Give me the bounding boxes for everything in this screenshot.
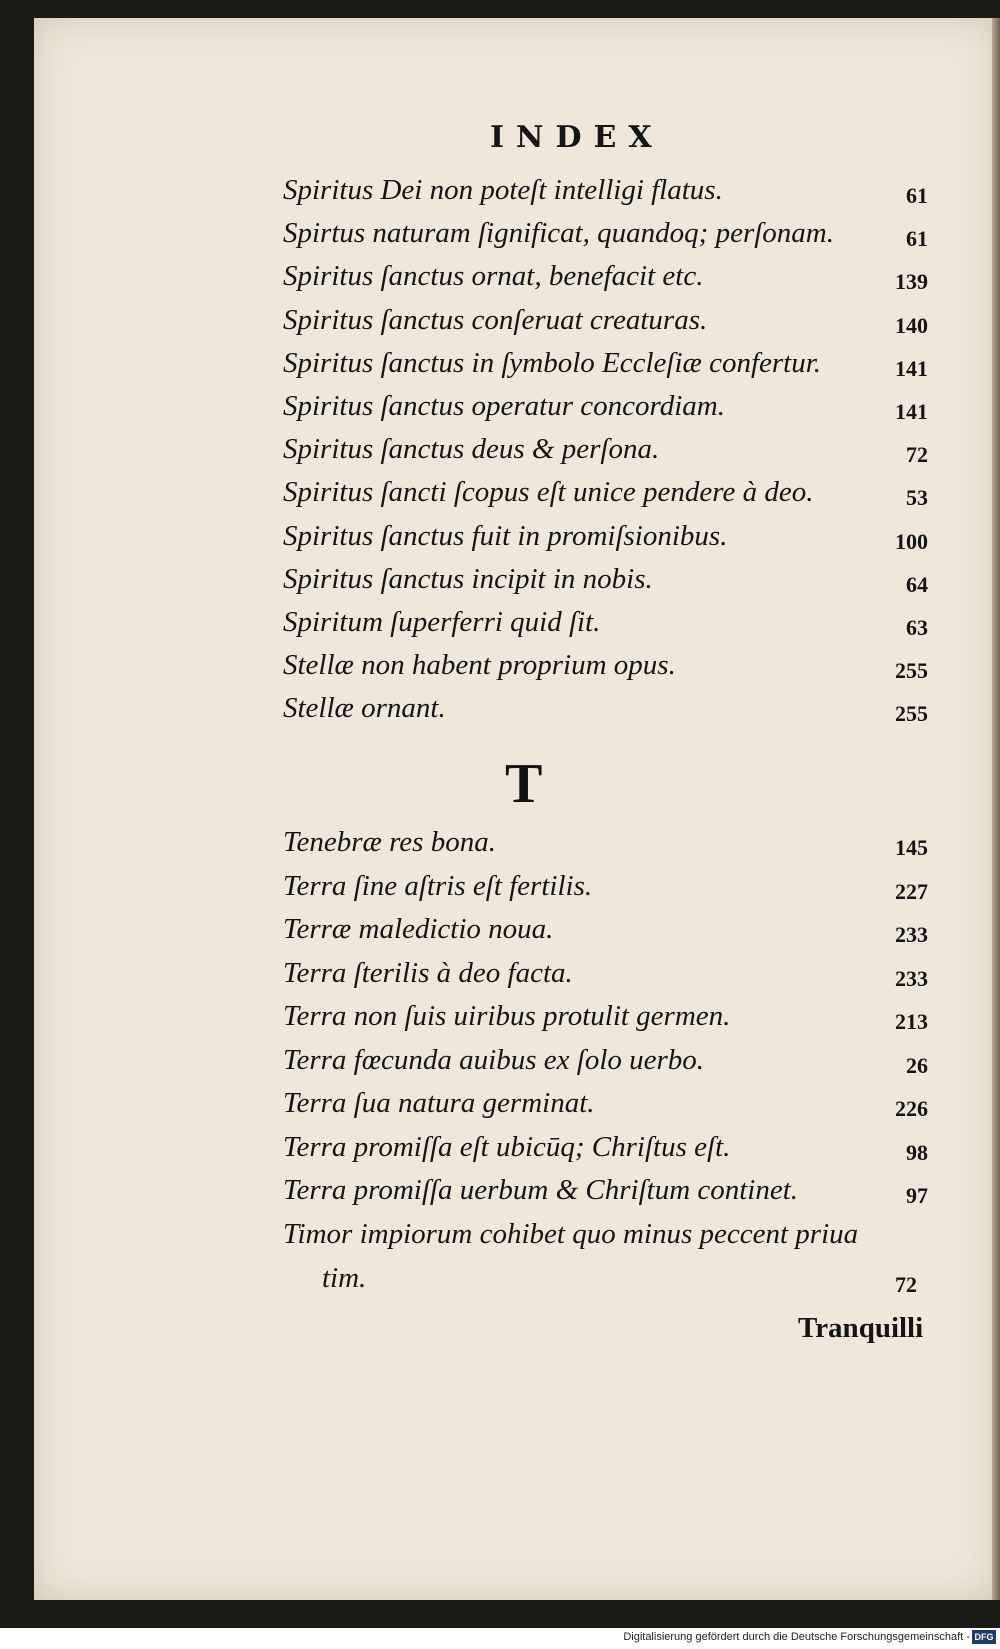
entry-continuation-page: 72 <box>895 1272 917 1297</box>
entry-text: Terra ſine aſtris eſt fertilis. <box>283 869 593 902</box>
entry-text: Terra non ſuis uiribus protulit germen. <box>283 1000 731 1032</box>
index-entry <box>283 514 928 558</box>
index-entry <box>283 643 928 687</box>
entry-page: 26 <box>906 1052 928 1078</box>
index-entry <box>283 686 928 730</box>
entry-page: 227 <box>895 878 928 904</box>
entry-text: Spiritus ſanctus in ſymbolo Eccleſiæ confertur. <box>283 346 822 379</box>
entry-text: Spiritus ſancti ſcopus eſt unice pendere à deo. <box>283 476 814 509</box>
entry-text: Stellæ non habent proprium opus. <box>283 649 676 682</box>
section-letter: T <box>505 753 543 815</box>
entry-page: 233 <box>895 965 928 991</box>
entry-page: 63 <box>906 615 928 640</box>
index-entry <box>283 298 928 342</box>
entry-text: Terra ſterilis à deo facta. <box>283 956 573 989</box>
entry-page: 98 <box>906 1139 928 1165</box>
entry-text: Spiritus ſanctus fuit in promiſsionibus. <box>283 519 728 552</box>
entry-text: Spiritus ſanctus operatur concordiam. <box>283 390 725 422</box>
dfg-logo: DFG <box>972 1630 996 1644</box>
index-entry <box>283 557 928 601</box>
entry-page: 100 <box>895 528 928 554</box>
entry-page: 139 <box>895 269 928 295</box>
entry-page: 255 <box>895 658 928 684</box>
entry-page: 61 <box>906 183 928 208</box>
index-entry <box>283 1038 928 1082</box>
index-entry <box>283 907 928 951</box>
index-entry <box>283 168 928 212</box>
entry-text: Spiritum ſuperferri quid ſit. <box>283 606 601 638</box>
index-entry <box>283 341 928 385</box>
entry-page: 61 <box>906 226 928 252</box>
footer-credit: Digitalisierung gefördert durch die Deutsche Forschungsgemeinschaft - <box>623 1631 970 1643</box>
entry-page: 141 <box>895 399 928 424</box>
page-header: INDEX <box>490 120 664 155</box>
index-entry <box>283 384 928 428</box>
catchword: Tranquilli <box>798 1312 924 1344</box>
entry-text: Spiritus Dei non poteſt intelligi flatus. <box>283 174 723 206</box>
entry-text: Terræ maledictio noua. <box>283 913 554 945</box>
index-entry <box>283 1212 928 1256</box>
index-entry <box>283 864 928 908</box>
entry-text: Spiritus ſanctus deus & perſona. <box>283 433 660 466</box>
entry-text: Timor impiorum cohibet quo minus peccent priua <box>283 1217 859 1250</box>
entry-text: Spiritus ſanctus incipit in nobis. <box>283 562 653 595</box>
entry-text: Spirtus naturam ſignificat, quandoq; perſonam. <box>283 217 834 250</box>
index-entry <box>283 254 928 298</box>
index-entry <box>283 600 928 644</box>
index-entry <box>283 427 928 471</box>
entry-page: 145 <box>895 835 928 860</box>
entry-text: Spiritus ſanctus ornat, benefacit etc. <box>283 260 704 293</box>
page-edge <box>992 18 1000 1600</box>
entry-page: 255 <box>895 701 928 727</box>
entry-page: 213 <box>895 1009 928 1034</box>
index-entry <box>283 1081 928 1125</box>
entry-page: 64 <box>906 571 928 597</box>
entry-page: 97 <box>906 1183 928 1208</box>
index-entry <box>283 1125 928 1169</box>
entry-continuation: tim. <box>322 1262 367 1294</box>
entry-text: Spiritus ſanctus conſeruat creaturas. <box>283 303 708 336</box>
index-entry <box>283 994 928 1038</box>
entry-text: Terra promiſſa eſt ubicūq; Chriſtus eſt. <box>283 1130 731 1163</box>
entry-page: 72 <box>906 442 928 468</box>
entry-page: 140 <box>895 312 928 338</box>
index-entry <box>283 820 928 864</box>
entry-text: Terra ſua natura germinat. <box>283 1087 595 1119</box>
entry-text: Terra promiſſa uerbum & Chriſtum continet. <box>283 1174 799 1206</box>
entry-text: Tenebræ res bona. <box>283 826 496 858</box>
entry-page: 233 <box>895 922 928 947</box>
index-entry <box>283 1168 928 1212</box>
index-entry <box>283 951 928 995</box>
index-entry <box>283 470 928 514</box>
entry-page: 53 <box>906 485 928 511</box>
entry-text: Stellæ ornant. <box>283 692 446 725</box>
index-entry <box>283 211 928 255</box>
entry-page: 141 <box>895 355 928 381</box>
entry-text: Terra fœcunda auibus ex ſolo uerbo. <box>283 1043 705 1076</box>
entry-page: 226 <box>895 1096 928 1121</box>
